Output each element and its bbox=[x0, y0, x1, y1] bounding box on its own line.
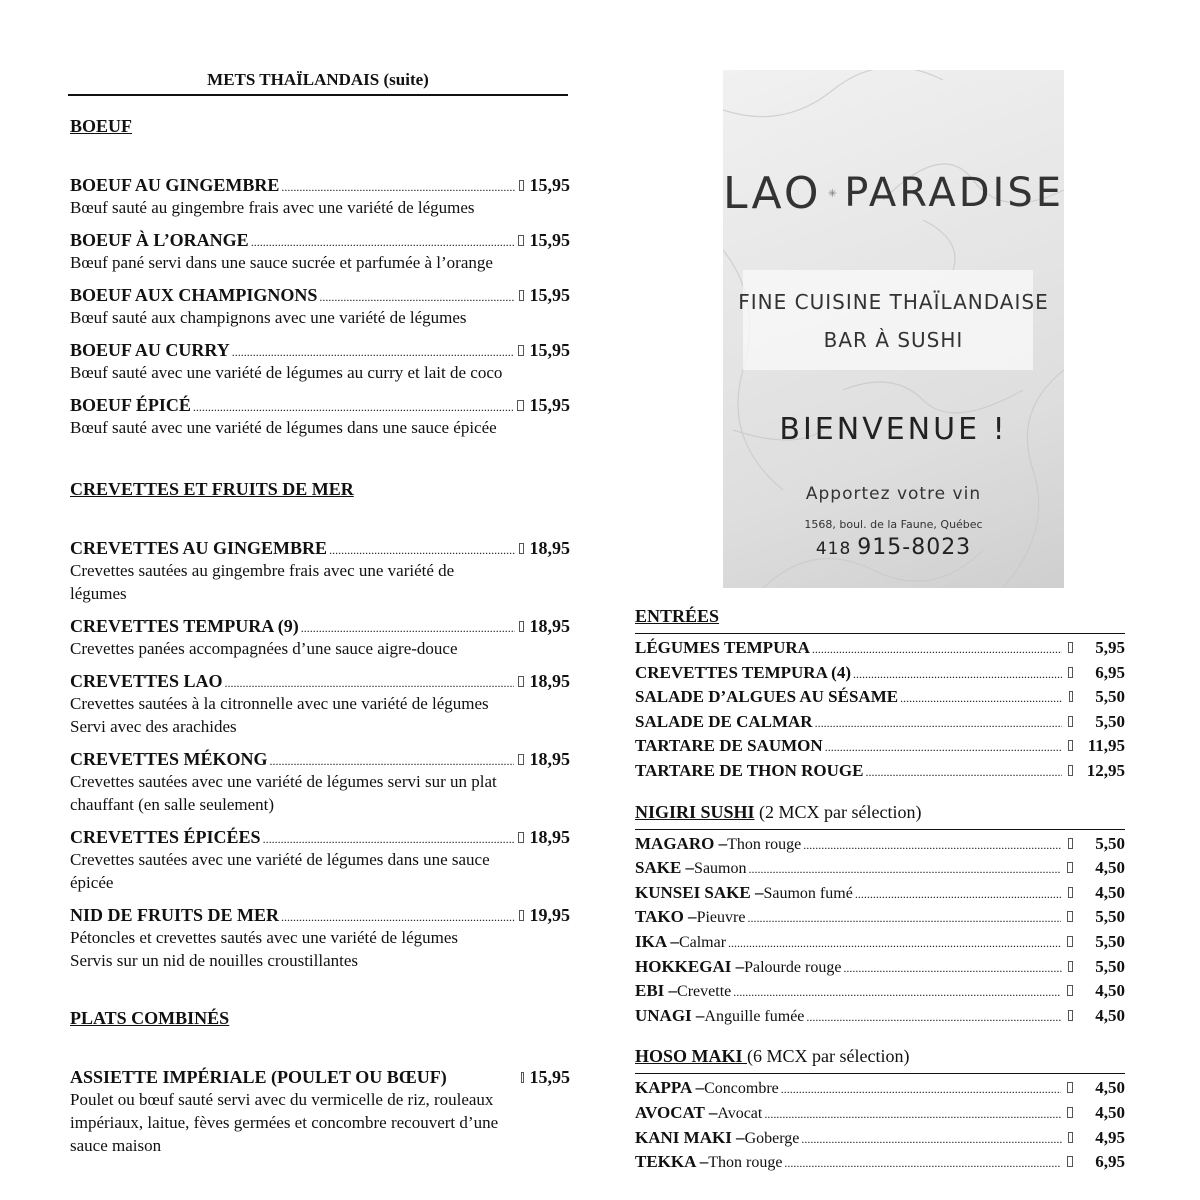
checkbox-icon bbox=[519, 543, 523, 554]
menu-item-description: impériaux, laitue, fèves germées et concombre recouvert d’une bbox=[70, 1113, 499, 1132]
menu-item-name: NID DE FRUITS DE MER bbox=[70, 905, 280, 925]
menu-item-name: KUNSEI SAKE – bbox=[635, 882, 764, 902]
menu-item-header bbox=[70, 616, 570, 637]
menu-item-name: UNAGI – bbox=[635, 1005, 705, 1025]
menu-item-header bbox=[70, 395, 570, 416]
dot-leader bbox=[281, 910, 514, 925]
menu-item-name: BOEUF AUX CHAMPIGNONS bbox=[70, 285, 318, 305]
page-title: METS THAÏLANDAIS (suite) bbox=[68, 70, 568, 96]
right-column bbox=[635, 606, 1125, 1177]
menu-item-header bbox=[70, 175, 570, 196]
menu-item-price: 6,95 bbox=[1095, 662, 1125, 682]
dot-leader bbox=[193, 400, 514, 415]
menu-item-price: 4,50 bbox=[1095, 981, 1125, 1001]
menu-item-name: BOEUF À L’ORANGE bbox=[70, 230, 249, 250]
menu-item bbox=[70, 827, 570, 894]
dot-leader bbox=[747, 911, 1061, 926]
section-items bbox=[635, 1073, 1125, 1176]
checkbox-icon bbox=[1067, 1082, 1073, 1093]
dot-leader bbox=[815, 716, 1062, 731]
menu-item-subtitle: Saumon bbox=[694, 860, 747, 878]
dot-leader bbox=[853, 667, 1062, 682]
checkbox-icon bbox=[1068, 838, 1073, 849]
phone-number: 915-8023 bbox=[857, 535, 972, 560]
right-section bbox=[635, 802, 1125, 1031]
checkbox-icon bbox=[1067, 985, 1073, 996]
section-title: ENTRÉES bbox=[635, 606, 720, 626]
menu-item-description: épicée bbox=[70, 873, 114, 892]
checkbox-icon bbox=[519, 621, 524, 632]
menu-item-header bbox=[70, 1067, 570, 1088]
restaurant-name-paradise: PARADISE bbox=[844, 170, 1064, 216]
checkbox-icon bbox=[518, 345, 524, 356]
menu-item bbox=[635, 957, 1125, 982]
menu-item-header bbox=[70, 230, 570, 251]
checkbox-icon bbox=[521, 1072, 524, 1083]
menu-item-header bbox=[70, 749, 570, 770]
checkbox-icon bbox=[1067, 862, 1073, 873]
dot-leader bbox=[784, 1156, 1061, 1171]
left-sections bbox=[70, 116, 570, 1157]
checkbox-icon bbox=[518, 235, 523, 246]
menu-item-price: 15,95 bbox=[529, 285, 570, 305]
dot-leader bbox=[263, 832, 515, 847]
menu-item-name: SALADE DE CALMAR bbox=[635, 711, 813, 731]
menu-item-subtitle: Palourde rouge bbox=[744, 958, 842, 976]
menu-item-description: Servis sur un nid de nouilles croustillantes bbox=[70, 951, 359, 970]
menu-item bbox=[70, 538, 570, 605]
lotus-flower-icon bbox=[827, 150, 838, 236]
menu-item-description: Crevettes sautées à la citronnelle avec une variété de légumes bbox=[70, 694, 489, 713]
dot-leader bbox=[251, 235, 514, 250]
menu-item-description: chauffant (en salle seulement) bbox=[70, 795, 275, 814]
welcome-text: BIENVENUE ! bbox=[779, 412, 1008, 447]
menu-item-subtitle: Anguille fumée bbox=[704, 1007, 805, 1025]
menu-item bbox=[635, 638, 1125, 663]
dot-leader bbox=[270, 754, 515, 769]
tagline-cuisine: FINE CUISINE THAÏLANDAISE bbox=[738, 290, 1049, 314]
checkbox-icon bbox=[1067, 911, 1073, 922]
checkbox-icon bbox=[519, 290, 524, 301]
dot-leader bbox=[825, 740, 1062, 755]
menu-item-subtitle: Avocat bbox=[717, 1104, 763, 1122]
menu-item-name: TARTARE DE SAUMON bbox=[635, 736, 823, 756]
dot-leader bbox=[281, 180, 514, 195]
section-items bbox=[635, 633, 1125, 786]
menu-item bbox=[635, 834, 1125, 859]
menu-item-header bbox=[70, 285, 570, 306]
menu-item bbox=[70, 230, 570, 274]
menu-item bbox=[635, 981, 1125, 1006]
restaurant-name-lao: LAO bbox=[723, 167, 822, 219]
menu-item-name: KANI MAKI – bbox=[635, 1127, 745, 1147]
section-note: (2 MCX par sélection) bbox=[754, 801, 922, 822]
dot-leader bbox=[843, 961, 1062, 976]
menu-item bbox=[70, 395, 570, 439]
menu-item-description: Bœuf sauté au gingembre frais avec une variété de légumes bbox=[70, 198, 475, 217]
checkbox-icon bbox=[1067, 1156, 1073, 1167]
checkbox-icon bbox=[1067, 936, 1073, 947]
menu-item bbox=[635, 687, 1125, 712]
menu-item-description: Crevettes sautées au gingembre frais avec une variété de bbox=[70, 561, 455, 580]
checkbox-icon bbox=[1068, 667, 1073, 678]
restaurant-name bbox=[723, 150, 1064, 236]
menu-item-name: KAPPA – bbox=[635, 1078, 705, 1098]
menu-item-subtitle: Concombre bbox=[704, 1080, 779, 1098]
menu-item-price: 5,50 bbox=[1095, 931, 1125, 951]
dot-leader bbox=[749, 862, 1062, 877]
menu-item bbox=[70, 616, 570, 660]
bring-your-wine-text: Apportez votre vin bbox=[805, 484, 982, 504]
menu-item-price: 15,95 bbox=[529, 340, 570, 360]
dot-leader bbox=[733, 985, 1061, 1000]
menu-item bbox=[70, 671, 570, 738]
menu-item-price: 12,95 bbox=[1086, 760, 1125, 780]
menu-item-name: BOEUF AU CURRY bbox=[70, 340, 230, 360]
restaurant-logo-card bbox=[723, 70, 1064, 588]
restaurant-address: 1568, boul. de la Faune, Québec bbox=[804, 518, 983, 531]
dot-leader bbox=[806, 1010, 1061, 1025]
dot-leader bbox=[764, 1107, 1061, 1122]
checkbox-icon bbox=[518, 832, 523, 843]
menu-item-price: 5,50 bbox=[1095, 956, 1125, 976]
menu-item-price: 6,95 bbox=[1095, 1152, 1125, 1172]
menu-item bbox=[635, 907, 1125, 932]
menu-item-price: 5,50 bbox=[1095, 833, 1125, 853]
section-title: NIGIRI SUSHI bbox=[635, 801, 755, 822]
menu-item-subtitle: Goberge bbox=[744, 1129, 800, 1147]
menu-item-name: MAGARO – bbox=[635, 833, 728, 853]
menu-item bbox=[635, 1103, 1125, 1128]
menu-item-header bbox=[70, 671, 570, 692]
phone-area-code: 418 bbox=[815, 539, 852, 559]
menu-item-price: 5,50 bbox=[1095, 687, 1125, 707]
menu-item-name: TAKO – bbox=[635, 907, 697, 927]
menu-item-price: 15,95 bbox=[529, 230, 570, 250]
menu-item bbox=[635, 1128, 1125, 1153]
dot-leader bbox=[728, 936, 1061, 951]
section-heading bbox=[635, 802, 1125, 823]
menu-item-subtitle: Crevette bbox=[677, 983, 732, 1001]
menu-item-name: EBI – bbox=[635, 981, 678, 1001]
menu-item-price: 4,50 bbox=[1095, 1005, 1125, 1025]
tagline-panel bbox=[743, 270, 1033, 370]
menu-item bbox=[635, 1078, 1125, 1103]
menu-item bbox=[635, 663, 1125, 688]
menu-item-name: TEKKA – bbox=[635, 1152, 709, 1172]
checkbox-icon bbox=[1068, 765, 1073, 776]
checkbox-icon bbox=[1068, 716, 1073, 727]
section-title: HOSO MAKI bbox=[635, 1046, 748, 1067]
dot-leader bbox=[803, 838, 1061, 853]
menu-item-price: 4,50 bbox=[1095, 1078, 1125, 1098]
menu-item-header bbox=[70, 905, 570, 926]
checkbox-icon bbox=[1068, 961, 1073, 972]
menu-item-price: 5,50 bbox=[1095, 907, 1125, 927]
menu-item-price: 4,95 bbox=[1095, 1127, 1125, 1147]
checkbox-icon bbox=[1069, 691, 1073, 702]
menu-item-name: CREVETTES TEMPURA (9) bbox=[70, 616, 299, 636]
menu-item bbox=[635, 1006, 1125, 1031]
menu-item-name: SALADE D’ALGUES AU SÉSAME bbox=[635, 687, 899, 707]
menu-item-price: 4,50 bbox=[1095, 882, 1125, 902]
menu-item bbox=[635, 736, 1125, 761]
checkbox-icon bbox=[1068, 887, 1073, 898]
section-title: BOEUF bbox=[70, 116, 133, 136]
menu-item-description: sauce maison bbox=[70, 1136, 162, 1155]
menu-item bbox=[70, 285, 570, 329]
menu-item-header bbox=[70, 827, 570, 848]
menu-item-description: Crevettes sautées avec une variété de légumes servi sur un plat bbox=[70, 772, 497, 791]
menu-item-name: SAKE – bbox=[635, 858, 695, 878]
menu-item-subtitle: Saumon fumé bbox=[763, 884, 853, 902]
dot-leader bbox=[301, 621, 515, 636]
section-note: (6 MCX par sélection) bbox=[747, 1046, 910, 1067]
checkbox-icon bbox=[519, 180, 524, 191]
menu-item-name: IKA – bbox=[635, 931, 679, 951]
section-heading bbox=[635, 1046, 1125, 1067]
menu-item-subtitle: Pieuvre bbox=[696, 909, 746, 927]
menu-item-name: BOEUF AU GINGEMBRE bbox=[70, 175, 280, 195]
menu-item-price: 18,95 bbox=[529, 616, 570, 636]
menu-item-name: BOEUF ÉPICÉ bbox=[70, 395, 191, 415]
dot-leader bbox=[232, 345, 514, 360]
checkbox-icon bbox=[1067, 1107, 1073, 1118]
section-title: CREVETTES ET FRUITS DE MER bbox=[70, 479, 354, 499]
menu-item-description: Pétoncles et crevettes sautés avec une variété de légumes bbox=[70, 928, 458, 947]
menu-item-subtitle: Calmar bbox=[678, 933, 727, 951]
menu-item-subtitle: Thon rouge bbox=[727, 835, 802, 853]
menu-item-description: Bœuf sauté avec une variété de légumes dans une sauce épicée bbox=[70, 418, 497, 437]
menu-item-subtitle: Thon rouge bbox=[708, 1154, 783, 1172]
menu-item-price: 18,95 bbox=[529, 749, 570, 769]
menu-item-description: Crevettes sautées avec une variété de légumes dans une sauce bbox=[70, 850, 490, 869]
checkbox-icon bbox=[1068, 1010, 1073, 1021]
checkbox-icon bbox=[1068, 740, 1073, 751]
left-column bbox=[70, 70, 570, 1168]
dot-leader bbox=[329, 543, 515, 558]
menu-item-name: CREVETTES ÉPICÉES bbox=[70, 827, 261, 847]
menu-item-description: Servi avec des arachides bbox=[70, 717, 237, 736]
menu-item-description: Bœuf sauté avec une variété de légumes au curry et lait de coco bbox=[70, 363, 503, 382]
section-title: PLATS COMBINÉS bbox=[70, 1008, 230, 1028]
menu-item bbox=[70, 175, 570, 219]
menu-item-price: 19,95 bbox=[529, 905, 570, 925]
right-section bbox=[635, 606, 1125, 786]
menu-item-price: 15,95 bbox=[529, 395, 570, 415]
menu-item bbox=[70, 340, 570, 384]
menu-item-price: 18,95 bbox=[529, 671, 570, 691]
menu-item-name: TARTARE DE THON ROUGE bbox=[635, 760, 864, 780]
menu-item-price: 11,95 bbox=[1087, 736, 1125, 756]
menu-item-name: ASSIETTE IMPÉRIALE (POULET OU BŒUF) bbox=[70, 1067, 447, 1087]
menu-item-price: 4,50 bbox=[1095, 858, 1125, 878]
menu-item-description: légumes bbox=[70, 584, 127, 603]
section-heading bbox=[635, 606, 1125, 627]
menu-item bbox=[70, 1067, 570, 1157]
menu-item bbox=[635, 761, 1125, 786]
menu-item bbox=[635, 932, 1125, 957]
checkbox-icon bbox=[519, 910, 524, 921]
menu-item-description: Poulet ou bœuf sauté servi avec du vermicelle de riz, rouleaux bbox=[70, 1090, 494, 1109]
dot-leader bbox=[812, 642, 1062, 657]
dot-leader bbox=[900, 691, 1063, 706]
menu-item-price: 18,95 bbox=[529, 827, 570, 847]
menu-item-price: 15,95 bbox=[529, 175, 570, 195]
menu-item-name: LÉGUMES TEMPURA bbox=[635, 638, 810, 657]
menu-item bbox=[635, 1152, 1125, 1177]
menu-item-price: 18,95 bbox=[529, 538, 570, 558]
menu-item-header bbox=[70, 340, 570, 361]
menu-item-name: CREVETTES LAO bbox=[70, 671, 223, 691]
menu-item bbox=[635, 858, 1125, 883]
menu-item-description: Crevettes panées accompagnées d’une sauce aigre-douce bbox=[70, 639, 458, 658]
checkbox-icon bbox=[1068, 1132, 1073, 1143]
dot-leader bbox=[865, 765, 1062, 780]
menu-item-price: 15,95 bbox=[529, 1067, 570, 1087]
menu-item-header bbox=[70, 538, 570, 559]
menu-item-name: CREVETTES TEMPURA (4) bbox=[635, 662, 851, 682]
dot-leader bbox=[855, 887, 1063, 902]
menu-item-description: Bœuf pané servi dans une sauce sucrée et parfumée à l’orange bbox=[70, 253, 493, 272]
section-items bbox=[635, 829, 1125, 1031]
menu-item bbox=[635, 712, 1125, 737]
menu-item-name: CREVETTES AU GINGEMBRE bbox=[70, 538, 328, 558]
right-section bbox=[635, 1046, 1125, 1176]
dot-leader bbox=[801, 1132, 1061, 1147]
menu-item-name: HOKKEGAI – bbox=[635, 956, 745, 976]
checkbox-icon bbox=[1068, 642, 1073, 653]
dot-leader bbox=[781, 1082, 1062, 1097]
menu-item-price: 5,50 bbox=[1095, 711, 1125, 731]
checkbox-icon bbox=[518, 676, 524, 687]
restaurant-phone bbox=[723, 535, 1064, 560]
menu-item-price: 4,50 bbox=[1095, 1102, 1125, 1122]
menu-item-price: 5,95 bbox=[1095, 638, 1125, 657]
tagline-sushi-bar: BAR À SUSHI bbox=[823, 328, 964, 352]
menu-item-name: AVOCAT – bbox=[635, 1102, 718, 1122]
dot-leader bbox=[225, 676, 514, 691]
dot-leader bbox=[319, 290, 515, 305]
checkbox-icon bbox=[518, 754, 523, 765]
menu-item bbox=[70, 905, 570, 972]
menu-item-description: Bœuf sauté aux champignons avec une variété de légumes bbox=[70, 308, 467, 327]
menu-item-name: CREVETTES MÉKONG bbox=[70, 749, 268, 769]
checkbox-icon bbox=[517, 400, 523, 411]
menu-item bbox=[70, 749, 570, 816]
menu-item bbox=[635, 883, 1125, 908]
